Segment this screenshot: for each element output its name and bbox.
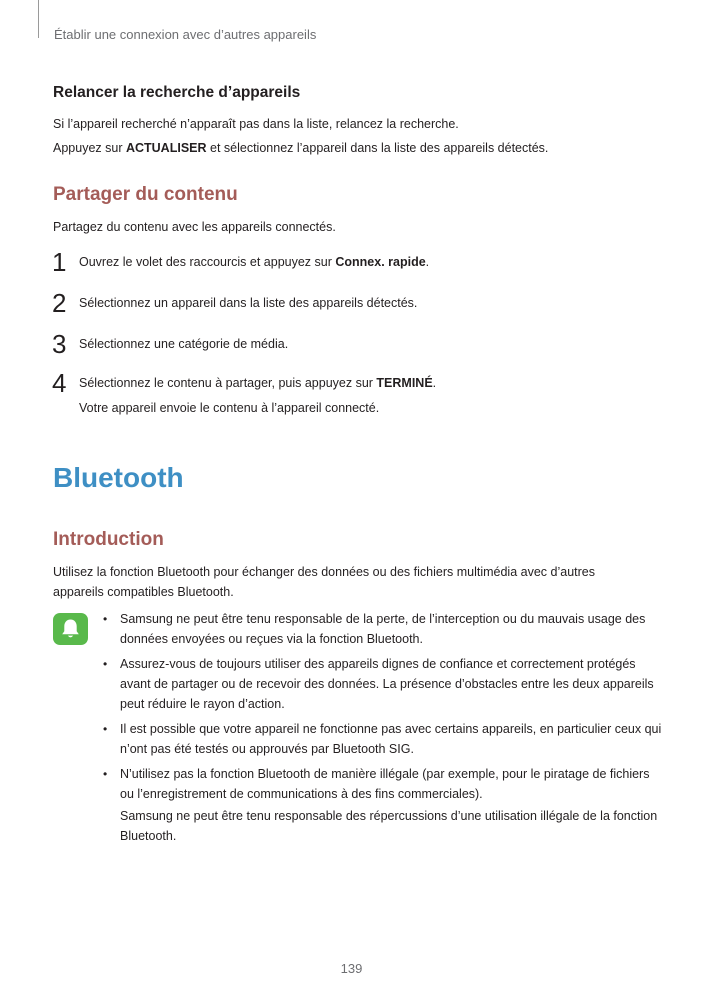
- step-text: Sélectionnez le contenu à partager, puis appuyez sur TERMINÉ.: [79, 376, 437, 390]
- step-text: Ouvrez le volet des raccourcis et appuyez sur Connex. rapide.: [79, 255, 430, 269]
- list-item: • Samsung ne peut être tenu responsable de la perte, de l’interception ou du mauvais usage des données envoyées ou reçues via la fonction Bluetooth.: [103, 609, 663, 649]
- step-4-note: Votre appareil envoie le contenu à l’appareil connecté.: [79, 401, 380, 415]
- bell-icon: [53, 613, 88, 645]
- step-4: [52, 368, 672, 398]
- page-number: 139: [340, 961, 363, 976]
- refresh-keyword: ACTUALISER: [125, 141, 207, 155]
- list-item: • Il est possible que votre appareil ne fonctionne pas avec certains appareils, en particulier ceux qui n’ont pas été testés ou approuvés par Bluetooth SIG.: [103, 719, 663, 759]
- intro-line-1: Utilisez la fonction Bluetooth pour échanger des données ou des fichiers multimédia avec d’autres: [53, 565, 595, 579]
- bullet-marker: •: [103, 722, 108, 736]
- bluetooth-chapter-heading: Bluetooth: [53, 462, 184, 493]
- list-item: • N’utilisez pas la fonction Bluetooth de manière illégale (par exemple, pour le piratage de fichiers ou l’enregistrement de communications à des fins commerciales). Samsung ne peut être tenu responsable des répercussions d’une utilisation illégale de la fonction Bluetooth.: [103, 764, 663, 846]
- step-3: [52, 329, 672, 359]
- bullet-marker: •: [103, 612, 108, 626]
- running-header: Établir une connexion avec d’autres appareils: [54, 27, 317, 42]
- step-1: [52, 247, 672, 277]
- share-intro: Partagez du contenu avec les appareils connectés.: [53, 220, 336, 234]
- step-2: [52, 288, 672, 318]
- restart-line-2: Appuyez sur ACTUALISER et sélectionnez l’appareil dans la liste des appareils détectés.: [53, 141, 549, 155]
- bullet-marker: •: [103, 767, 108, 781]
- bluetooth-notes-list: [103, 609, 663, 851]
- restart-line-1: Si l’appareil recherché n’apparaît pas dans la liste, relancez la recherche.: [53, 117, 459, 131]
- intro-line-2: appareils compatibles Bluetooth.: [53, 585, 234, 599]
- header-divider: [38, 0, 39, 38]
- bullet-continuation: Samsung ne peut être tenu responsable des répercussions d’une utilisation illégale de la fonction Bluetooth.: [120, 809, 658, 843]
- step-number: 4: [52, 368, 67, 398]
- step-number: 3: [52, 329, 67, 359]
- step-number: 1: [52, 247, 67, 277]
- list-item: • Assurez-vous de toujours utiliser des appareils dignes de confiance et correctement protégés avant de partager ou de recevoir des données. La présence d’obstacles entre les deux appareils peut réduire le rayon d’action.: [103, 654, 663, 714]
- step-text: Sélectionnez un appareil dans la liste des appareils détectés.: [79, 296, 418, 310]
- share-content-heading: Partager du contenu: [53, 184, 238, 205]
- step-number: 2: [52, 288, 67, 318]
- bullet-marker: •: [103, 657, 108, 671]
- introduction-heading: Introduction: [53, 529, 164, 550]
- restart-search-heading: Relancer la recherche d’appareils: [53, 84, 301, 101]
- step-text: Sélectionnez une catégorie de média.: [79, 337, 289, 351]
